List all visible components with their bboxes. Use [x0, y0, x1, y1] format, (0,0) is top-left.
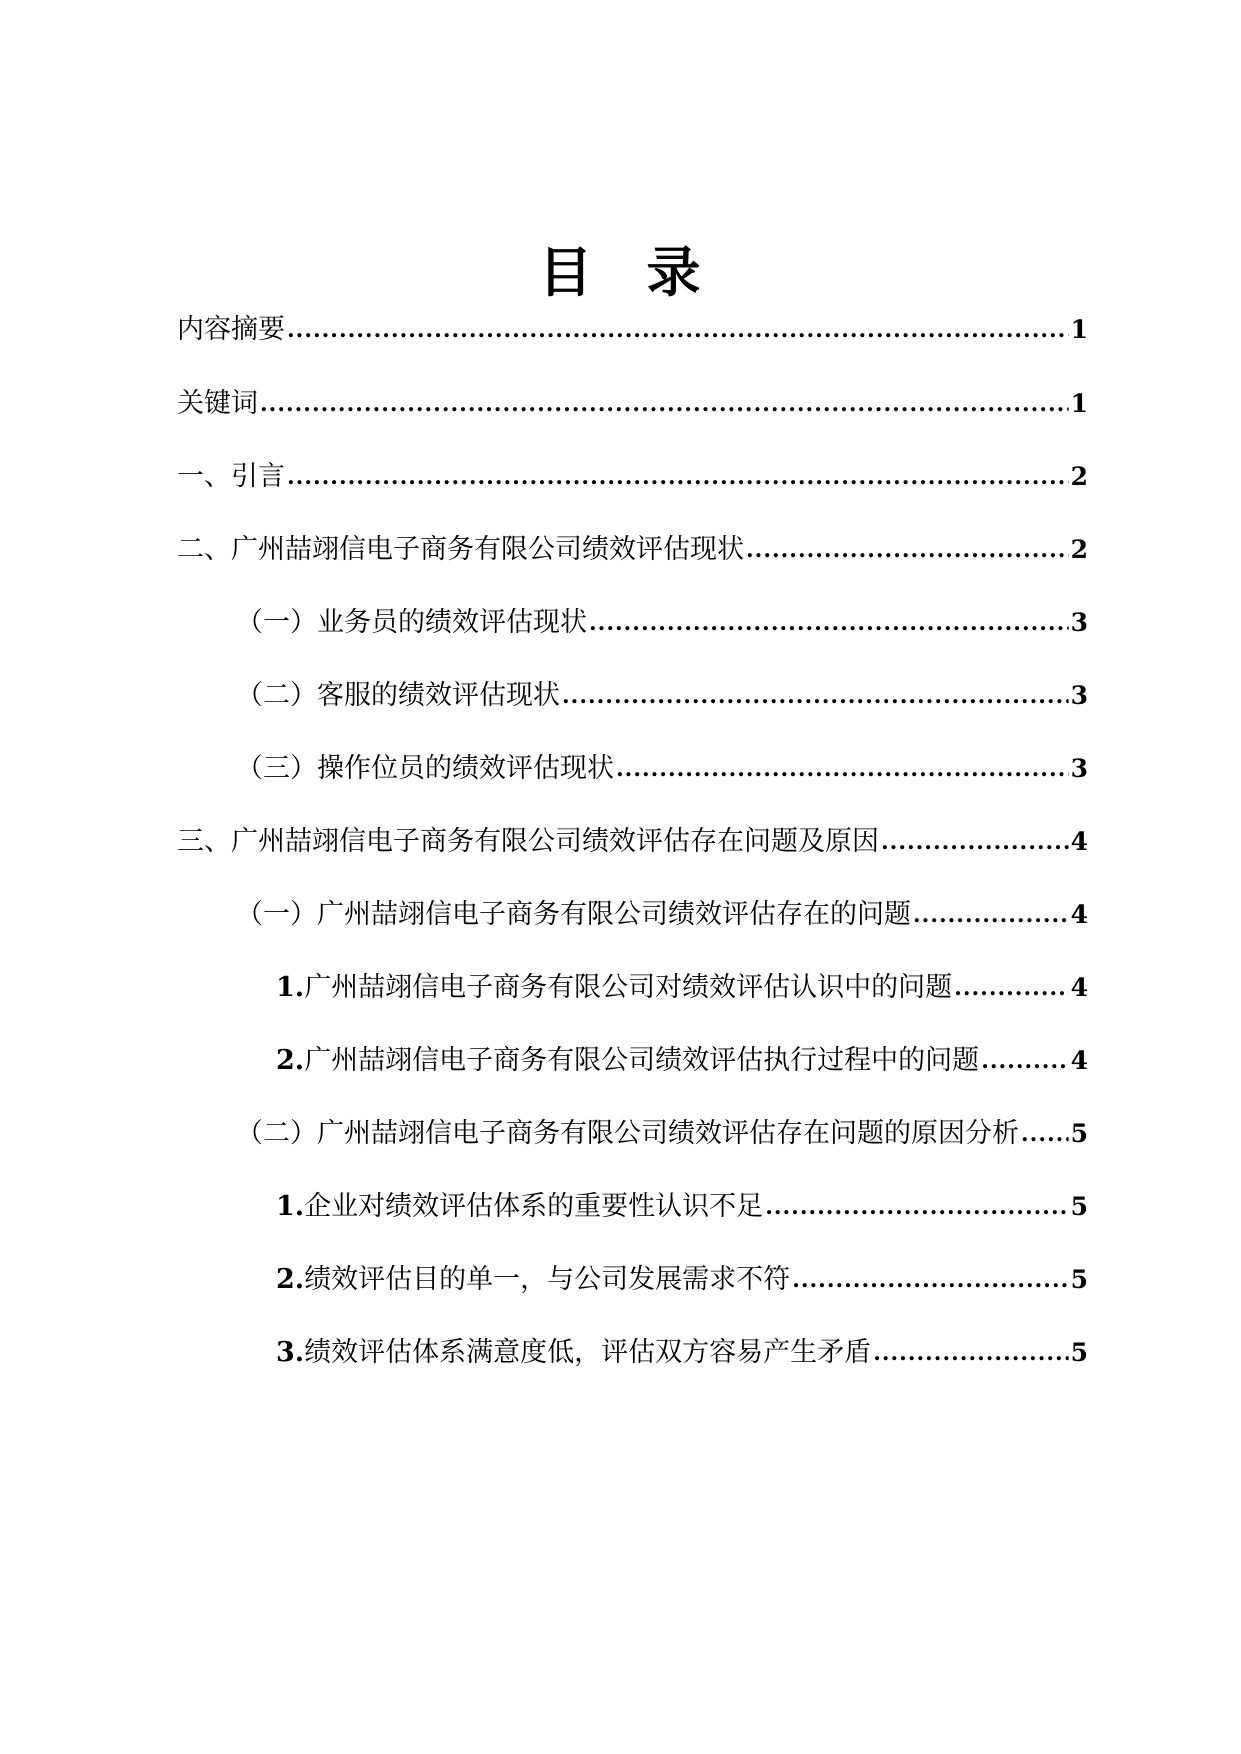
toc-entry-section-3-2-1[interactable] [276, 1187, 1088, 1227]
toc-entry-text: 绩效评估目的单一，与公司发展需求不符 [304, 1264, 791, 1295]
dot-leader [1021, 1119, 1069, 1149]
dot-leader [765, 1192, 1068, 1222]
toc-entry-label: 内容摘要 [177, 314, 285, 345]
toc-entry-introduction[interactable] [177, 457, 1088, 497]
toc-page-number: 4 [1070, 973, 1088, 1002]
dot-leader [287, 462, 1069, 492]
dot-leader [616, 754, 1069, 784]
toc-page-number: 5 [1070, 1119, 1088, 1148]
toc-page-number: 1 [1070, 389, 1088, 418]
toc-entry-text: 绩效评估体系满意度低，评估双方容易产生矛盾 [304, 1337, 872, 1368]
toc-entry-label: （二）客服的绩效评估现状 [236, 680, 560, 711]
toc-entry-section-3-2-3[interactable] [276, 1333, 1088, 1373]
toc-entry-section-3[interactable] [177, 822, 1088, 862]
dot-leader [981, 1046, 1068, 1076]
toc-entry-label: （二）广州喆翊信电子商务有限公司绩效评估存在问题的原因分析 [236, 1118, 1019, 1149]
toc-entry-section-2[interactable] [177, 530, 1088, 570]
dot-leader [562, 681, 1069, 711]
toc-page-number: 2 [1070, 462, 1088, 491]
toc-entry-section-3-2-2[interactable] [276, 1260, 1088, 1300]
toc-entry-text: 广州喆翊信电子商务有限公司对绩效评估认识中的问题 [304, 972, 953, 1003]
toc-entry-number: 2. [276, 1264, 305, 1295]
toc-entry-section-2-1[interactable] [236, 603, 1088, 643]
toc-entry-section-3-1-2[interactable] [276, 1041, 1088, 1081]
toc-page-number: 4 [1070, 827, 1088, 856]
toc-page-number: 3 [1070, 681, 1088, 710]
toc-page-number: 5 [1070, 1265, 1088, 1294]
dot-leader [260, 389, 1069, 419]
toc-entry-label: 三、广州喆翊信电子商务有限公司绩效评估存在问题及原因 [177, 826, 879, 857]
toc-entry-abstract[interactable] [177, 310, 1088, 350]
dot-leader [881, 827, 1069, 857]
toc-entry-label: （三）操作位员的绩效评估现状 [236, 753, 614, 784]
toc-entry-label: 二、广州喆翊信电子商务有限公司绩效评估现状 [177, 534, 744, 565]
dot-leader [792, 1265, 1068, 1295]
toc-entry-section-3-1[interactable] [236, 895, 1088, 935]
dot-leader [873, 1338, 1068, 1368]
toc-page-number: 5 [1070, 1338, 1088, 1367]
toc-entry-text: 广州喆翊信电子商务有限公司绩效评估执行过程中的问题 [304, 1045, 980, 1076]
toc-entry-number: 1. [276, 972, 305, 1003]
toc-page-number: 4 [1070, 1046, 1088, 1075]
toc-entry-section-3-2[interactable] [236, 1114, 1088, 1154]
toc-entry-label: （一）业务员的绩效评估现状 [236, 607, 587, 638]
toc-entry-number: 1. [276, 1191, 305, 1222]
toc-entry-label: 关键词 [177, 388, 258, 419]
page-title [0, 238, 1241, 308]
toc-page-number: 2 [1070, 535, 1088, 564]
toc-page-number: 3 [1070, 608, 1088, 637]
dot-leader [954, 973, 1068, 1003]
dot-leader [913, 900, 1069, 930]
toc-entry-label [276, 1187, 763, 1227]
toc-entry-label [276, 1333, 871, 1373]
dot-leader [589, 608, 1069, 638]
toc-entry-section-2-2[interactable] [236, 676, 1088, 716]
toc-entry-label: （一）广州喆翊信电子商务有限公司绩效评估存在的问题 [236, 899, 911, 930]
toc-entry-label [276, 1260, 790, 1300]
dot-leader [746, 535, 1069, 565]
title-char-2: 录 [646, 241, 703, 304]
toc-entry-text: 企业对绩效评估体系的重要性认识不足 [304, 1191, 764, 1222]
toc-page-number: 3 [1070, 754, 1088, 783]
toc-entry-section-3-1-1[interactable] [276, 968, 1088, 1008]
title-char-1: 目 [538, 241, 595, 304]
toc-entry-number: 3. [276, 1337, 305, 1368]
toc-entry-label: 一、引言 [177, 461, 285, 492]
toc-entry-keywords[interactable] [177, 384, 1088, 424]
dot-leader [287, 315, 1069, 345]
toc-entry-label [276, 968, 952, 1008]
toc-page-number: 1 [1070, 315, 1088, 344]
toc-entry-number: 2. [276, 1045, 305, 1076]
toc-entry-label [276, 1041, 979, 1081]
toc-entry-section-2-3[interactable] [236, 749, 1088, 789]
toc-page-number: 4 [1070, 900, 1088, 929]
toc-page-number: 5 [1070, 1192, 1088, 1221]
